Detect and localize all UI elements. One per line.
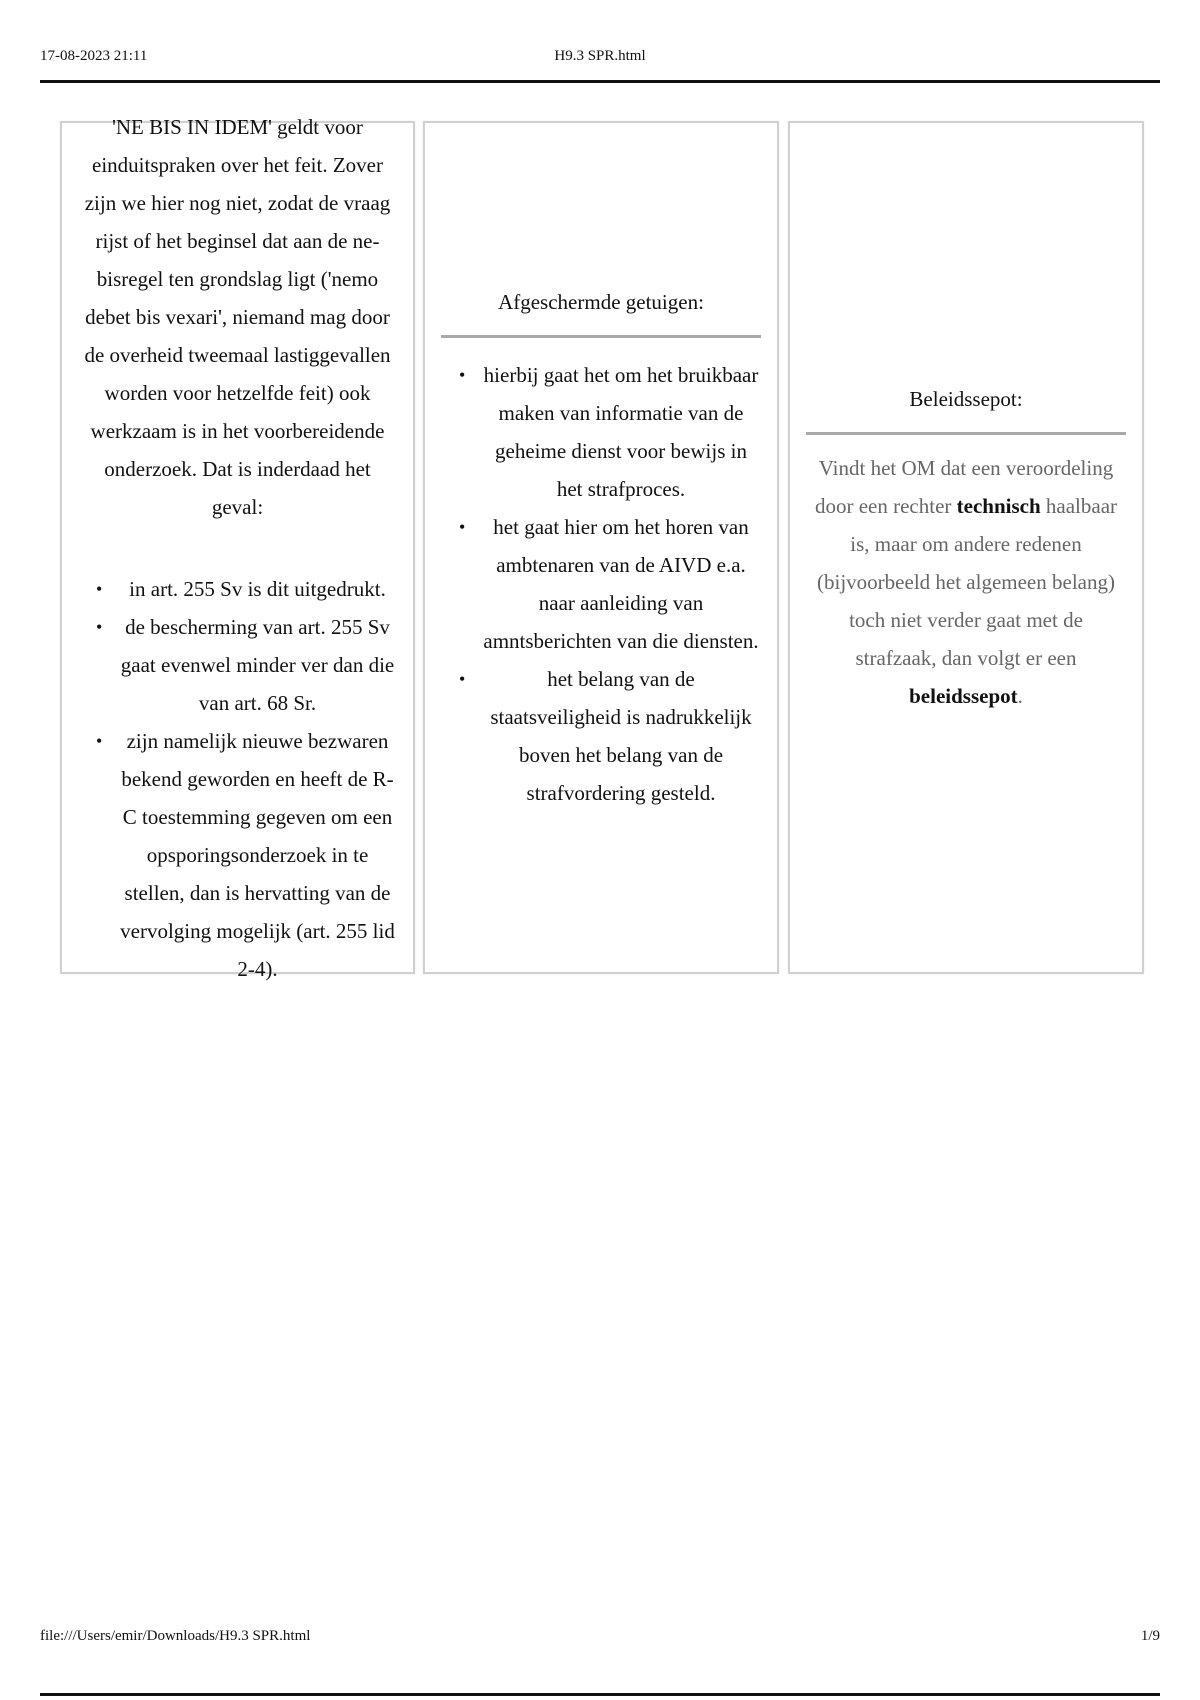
card-back-list [62, 570, 413, 988]
bold-term-beleidssepot: beleidssepot [909, 684, 1018, 708]
card-divider [806, 432, 1126, 435]
print-header [40, 44, 1160, 80]
header-rule [40, 80, 1160, 83]
list-item: • in art. 255 Sv is dit uitgedrukt. [78, 570, 397, 608]
card-back-list [425, 356, 777, 812]
flashcard-ne-bis-in-idem [60, 114, 415, 981]
bullet-icon: • [96, 578, 103, 599]
card-back-text: Vindt het OM dat een veroordeling door een rechter technisch haalbaar is, maar om andere redenen (bijvoorbeeld het algemeen belang) toch niet verder gaat met de strafzaak, dan volgt er een beleidssepot. [814, 456, 1118, 708]
bullet-icon: • [459, 517, 466, 537]
flashcard-row [60, 114, 1145, 981]
print-title: H9.3 SPR.html [554, 48, 646, 64]
footer-rule [40, 1693, 1160, 1696]
bullet-icon: • [96, 730, 103, 751]
list-item: • het belang van de staatsveiligheid is nadrukkelijk boven het belang van de strafvordering gesteld. [441, 660, 761, 812]
card-back [62, 570, 413, 988]
print-file-path: file:///Users/emir/Downloads/H9.3 SPR.html [40, 1628, 311, 1644]
print-page-number: 1/9 [1140, 1628, 1160, 1644]
list-item: • de bescherming van art. 255 Sv gaat evenwel minder ver dan die van art. 68 Sr. [78, 608, 397, 722]
card-back [425, 356, 777, 812]
list-item: • het gaat hier om het horen van ambtenaren van de AIVD e.a. naar aanleiding van amntsberichten van die diensten. [441, 508, 761, 660]
flashcard-afgeschermde-getuigen [423, 121, 779, 974]
bold-term-technisch: technisch [956, 494, 1041, 518]
bullet-icon: • [459, 365, 466, 385]
flashcard-beleidssepot [788, 121, 1144, 974]
card-front-text: 'NE BIS IN IDEM' geldt voor einduitspraken over het feit. Zover zijn we hier nog niet, zodat de vraag rijst of het beginsel dat aan de ne-bisregel ten grondslag ligt ('nemo debet bis vexari', niemand mag door de overheid tweemaal lastiggevallen worden voor hetzelfde feit) ook werkzaam is in het voorbereidende onderzoek. Dat is inderdaad het geval: [84, 114, 391, 519]
print-footer [40, 1628, 1160, 1658]
list-item: • zijn namelijk nieuwe bezwaren bekend geworden en heeft de R-C toestemming gegeven om een opsporingsonderzoek in te stellen, dan is hervatting van de vervolging mogelijk (art. 255 lid 2-4). [78, 722, 397, 988]
card-divider [441, 335, 761, 338]
bullet-icon: • [96, 616, 103, 637]
card-front-text: Afgeschermde getuigen: [498, 290, 704, 314]
list-item: • hierbij gaat het om het bruikbaar maken van informatie van de geheime dienst voor bewijs in het strafproces. [441, 356, 761, 508]
print-datetime: 17-08-2023 21:11 [40, 48, 148, 64]
card-front-text: Beleidssepot: [909, 387, 1023, 411]
bullet-icon: • [459, 669, 466, 689]
